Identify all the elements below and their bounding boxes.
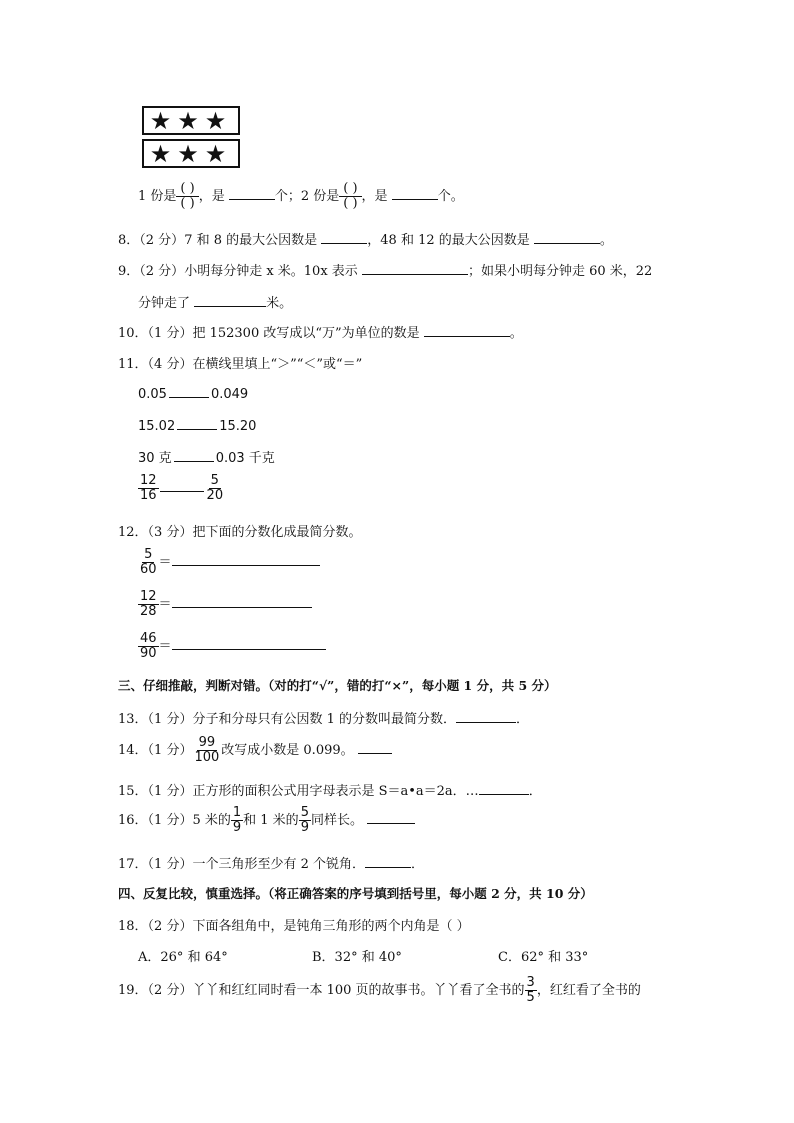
fraction: $\frac{5}{60}$ [140,547,157,577]
option-c[interactable]: C．62° 和 33° [498,950,589,965]
compare-blank[interactable] [177,416,217,430]
stars-row-bottom: ★★★ [149,139,233,168]
fraction: $\frac{99}{100}$ [194,735,220,765]
compare-blank[interactable] [174,448,214,462]
question-9: 9．（2 分）小明每分钟走 x 米。10x 表示 ；如果小明每分钟走 60 米，22 [118,260,652,279]
section-3-heading: 三、仔细推敲，判断对错。（对的打“√”，错的打“×”，每小题 1 分，共 5 分） [118,678,557,693]
answer-blank[interactable] [362,261,468,275]
option-b[interactable]: B．32° 和 40° [312,950,402,965]
answer-blank[interactable] [367,810,415,824]
question-18: 18．（2 分）下面各组角中，是钝角三角形的两个内角是（ ） [118,919,470,934]
compare-row-2: 15.02 15.20 [138,416,256,434]
answer-blank[interactable] [392,186,438,200]
fraction: $\frac{5}{20}$ [206,473,224,503]
question-11: 11．（4 分）在横线里填上“＞”“＜”或“＝” [118,357,363,372]
question-13: 13．（1 分）分子和分母只有公因数 1 的分数叫最简分数． ． [118,708,529,727]
answer-blank[interactable] [194,293,266,307]
option-a[interactable]: A．26° 和 64° [138,950,228,965]
compare-blank[interactable] [169,384,209,398]
simplify-row-3: $\frac{46}{90}$ ＝ [138,632,326,661]
question-17: 17．（1 分）一个三角形至少有 2 个锐角． ． [118,853,424,872]
question-12: 12．（3 分）把下面的分数化成最简分数。 [118,525,362,540]
question-9-line2: 分钟走了 米。 [138,292,292,311]
simplify-row-1: $\frac{5}{60}$ ＝ [138,548,320,577]
answer-blank[interactable] [534,230,600,244]
compare-row-3: 30 克 0.03 千克 [138,447,275,466]
simplify-row-2: $\frac{12}{28}$ ＝ [138,590,312,619]
fraction: $\frac{3}{5}$ [526,975,535,1005]
stars-box-top [142,106,240,135]
fraction: $\frac{12}{28}$ [140,589,157,619]
answer-blank[interactable] [358,740,392,754]
question-19: 19．（2 分）丫丫和红红同时看一本 100 页的故事书。丫丫看了全书的 $\frac{3}{5}$ ，红红看了全书的 [118,975,641,1005]
answer-blank[interactable] [456,709,516,723]
question-10: 10．（1 分）把 152300 改写成以“万”为单位的数是 。 [118,322,523,341]
q7-line: 1 份是 $\frac{( )}{( )}$ ，是 个；2 份是 $\frac{( )}{( )}$ ，是 个。 [138,181,464,211]
answer-blank[interactable] [365,854,411,868]
answer-blank[interactable] [229,186,275,200]
fraction: $\frac{5}{9}$ [300,805,309,835]
answer-blank[interactable] [172,552,320,566]
answer-blank[interactable] [172,636,326,650]
question-8: 8．（2 分）7 和 8 的最大公因数是 ，48 和 12 的最大公因数是 。 [118,229,613,248]
fraction: $\frac{46}{90}$ [140,631,157,661]
question-15: 15．（1 分）正方形的面积公式用字母表示是 S＝a•a＝2a．… ． [118,780,542,799]
answer-blank[interactable] [321,230,367,244]
answer-blank[interactable] [424,323,510,337]
answer-blank[interactable] [172,594,312,608]
fraction: $\frac{12}{16}$ [140,473,157,503]
paren-fraction-1: $\frac{( )}{( )}$ [176,182,198,211]
fraction: $\frac{1}{9}$ [232,805,242,835]
compare-row-4 [138,474,225,503]
question-14: 14．（1 分） $\frac{99}{100}$ 改写成小数是 0.099。 [118,736,392,765]
paren-fraction-2: $\frac{( )}{( )}$ [339,182,361,211]
stars-box-bottom [142,139,240,168]
compare-blank[interactable] [160,478,204,492]
section-4-heading: 四、反复比较，慎重选择。（将正确答案的序号填到括号里，每小题 2 分，共 10 分） [118,886,593,901]
question-16: 16．（1 分）5 米的 $\frac{1}{9}$ 和 1 米的 $\frac{5}{9}$ 同样长。 [118,806,415,835]
stars-row-top: ★★★ [149,106,233,135]
answer-blank[interactable] [479,781,529,795]
compare-row-1: 0.05 0.049 [138,384,248,402]
